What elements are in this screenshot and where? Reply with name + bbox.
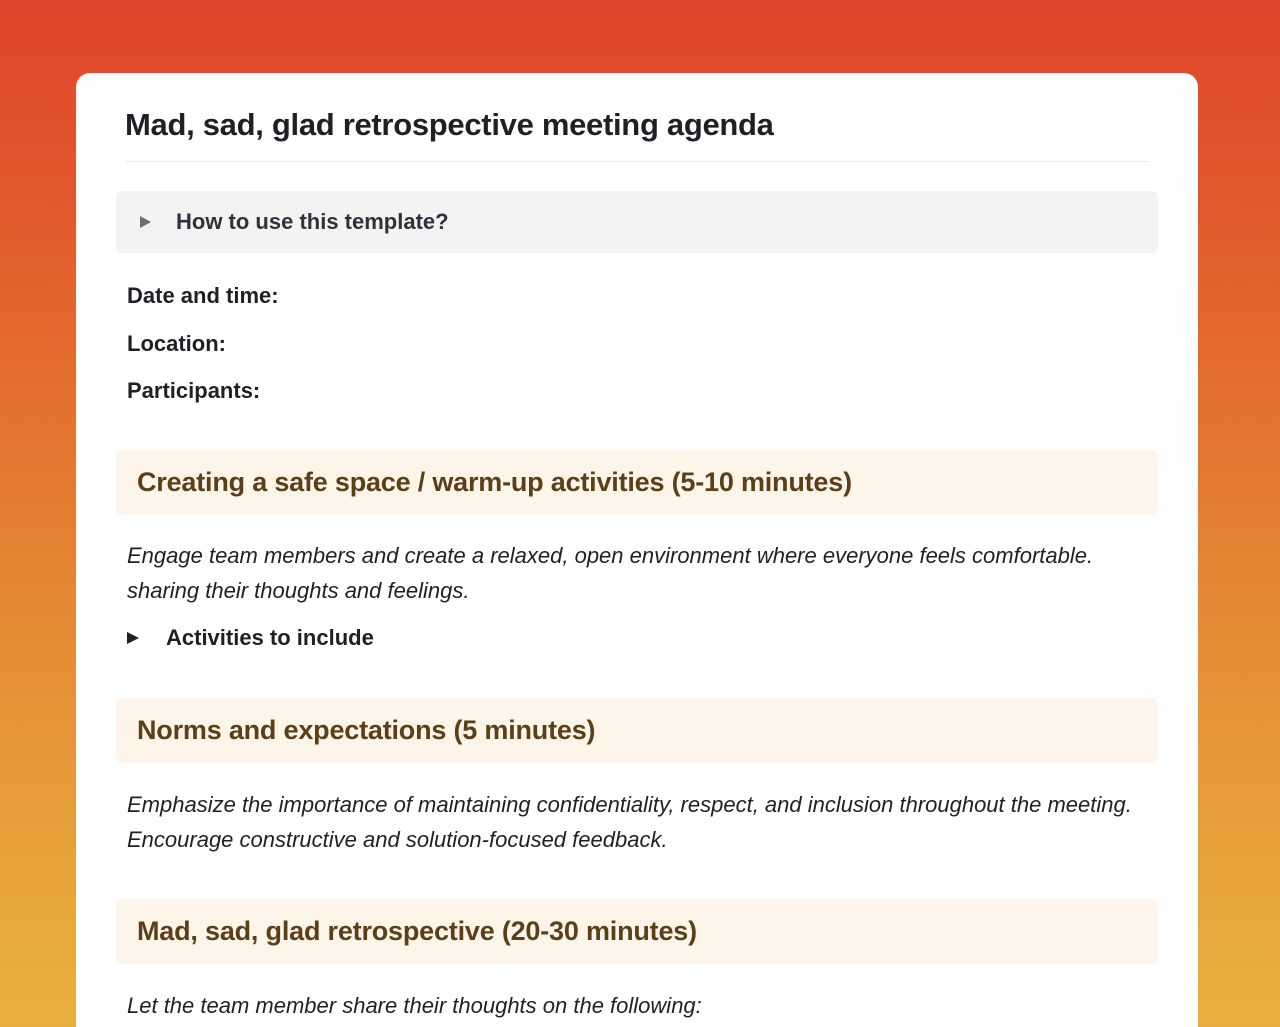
section-heading-norms: Norms and expectations (5 minutes) xyxy=(137,715,596,745)
date-time-field: Date and time: xyxy=(127,283,279,308)
title-divider xyxy=(125,161,1149,162)
location-field: Location: xyxy=(127,331,226,356)
section-body-norms: Emphasize the importance of maintaining confidentiality, respect, and inclusion throughout the meeting. Encourage constructive and solution-focused feedback. xyxy=(127,792,1132,852)
section-heading-retro: Mad, sad, glad retrospective (20-30 minutes) xyxy=(137,916,697,946)
section-heading-warmup: Creating a safe space / warm-up activities (5-10 minutes) xyxy=(137,467,852,497)
section-heading-panel xyxy=(116,450,1158,515)
triangle-right-icon xyxy=(127,632,139,644)
section-heading-panel xyxy=(116,698,1158,763)
activities-expand[interactable] xyxy=(127,625,374,651)
how-to-use-expand[interactable] xyxy=(116,191,1158,253)
document-card xyxy=(76,73,1198,1027)
section-body-warmup: Engage team members and create a relaxed, open environment where everyone feels comfortable. sharing their thoughts and feelings. xyxy=(127,543,1094,603)
how-to-use-label: How to use this template? xyxy=(176,209,449,234)
page-title: Mad, sad, glad retrospective meeting agenda xyxy=(125,107,774,142)
activities-label: Activities to include xyxy=(166,625,374,650)
triangle-right-icon xyxy=(140,216,151,228)
section-heading-panel xyxy=(116,899,1158,964)
participants-field: Participants: xyxy=(127,378,261,403)
section-body-retro: Let the team member share their thoughts on the following: xyxy=(127,993,702,1018)
